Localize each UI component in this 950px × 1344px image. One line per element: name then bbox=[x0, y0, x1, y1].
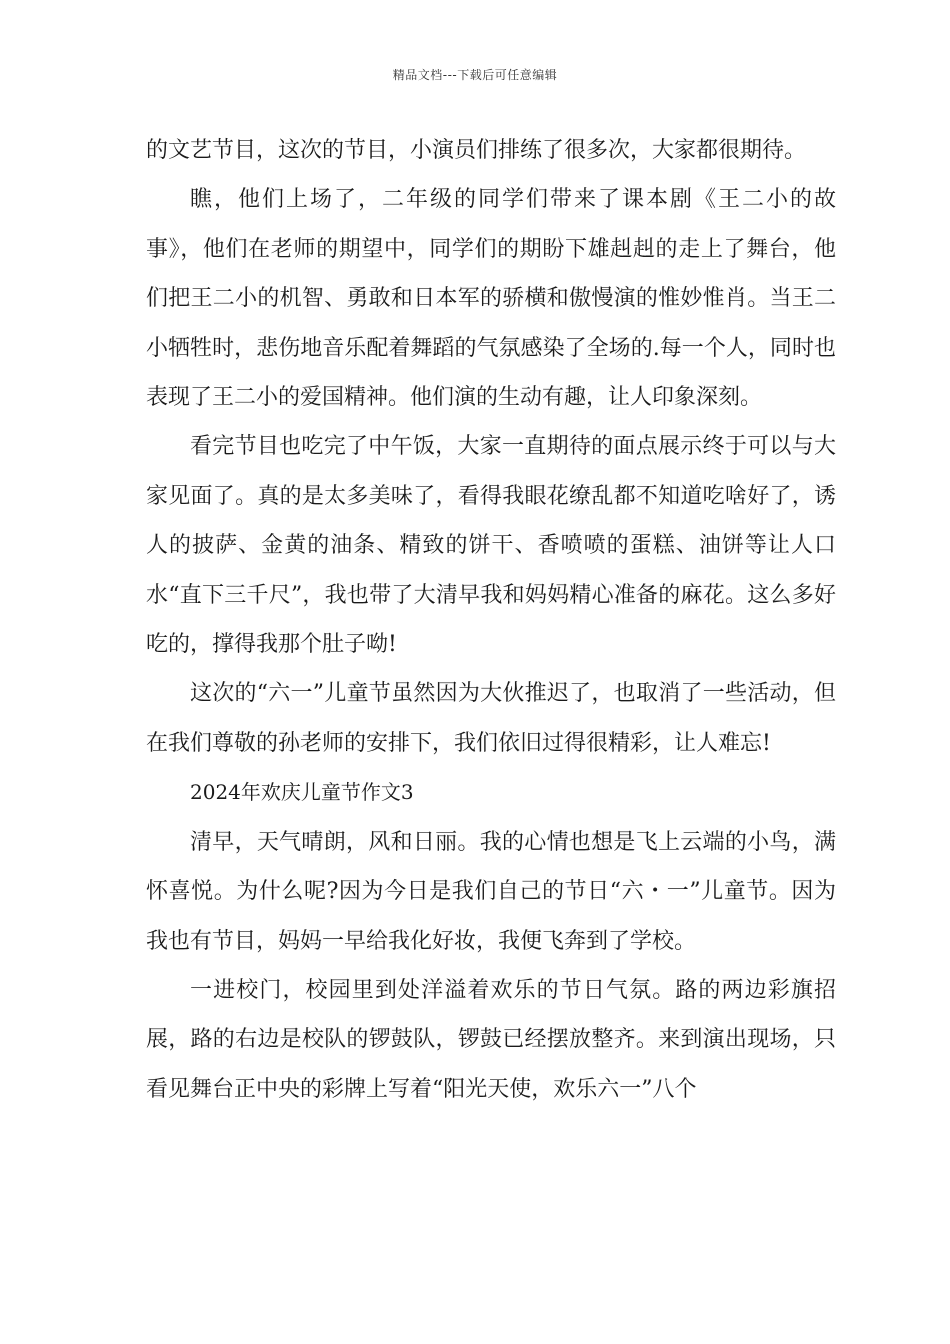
paragraph-food-display: 看完节目也吃完了中午饭，大家一直期待的面点展示终于可以与大家见面了。真的是太多美味了，看得我眼花缭乱都不知道吃啥好了，诱人的披萨、金黄的油条、精致的饼干、香喷喷的蛋糕、油饼等让人口水“直下三千尺”，我也带了大清早我和妈妈精心准备的麻花。这么多好吃的，撑得我那个肚子呦! bbox=[146, 434, 836, 658]
paragraph-morning: 清早，天气晴朗，风和日丽。我的心情也想是飞上云端的小鸟，满怀喜悦。为什么呢?因为今日是我们自己的节日“六・一”儿童节。因为我也有节目，妈妈一早给我化好妆，我便飞奔到了学校。 bbox=[146, 829, 836, 954]
section-title: 2024年欢庆儿童节作文3 bbox=[190, 780, 414, 805]
paragraph-school-gate: 一进校门，校园里到处洋溢着欢乐的节日气氛。路的两边彩旗招展，路的右边是校队的锣鼓队，锣鼓已经摆放整齐。来到演出现场，只看见舞台正中央的彩牌上写着“阳光天使，欢乐六一”八个 bbox=[146, 977, 836, 1102]
paragraph-play-performance: 瞧，他们上场了，二年级的同学们带来了课本剧《王二小的故事》，他们在老师的期望中，同学们的期盼下雄赳赳的走上了舞台，他们把王二小的机智、勇敢和日本军的骄横和傲慢演的惟妙惟肖。当王二小牺牲时，悲伤地音乐配着舞蹈的气氛感染了全场的.每一个人，同时也表现了王二小的爱国精神。他们演的生动有趣，让人印象深刻。 bbox=[146, 187, 836, 411]
document-body bbox=[146, 126, 836, 1114]
paragraph-continuation: 的文艺节目，这次的节目，小演员们排练了很多次，大家都很期待。 bbox=[146, 138, 807, 163]
page-header: 精品文档---下载后可任意编辑 bbox=[392, 68, 558, 82]
paragraph-conclusion: 这次的“六一”儿童节虽然因为大伙推迟了，也取消了一些活动，但在我们尊敬的孙老师的安排下，我们依旧过得很精彩，让人难忘! bbox=[146, 681, 836, 756]
